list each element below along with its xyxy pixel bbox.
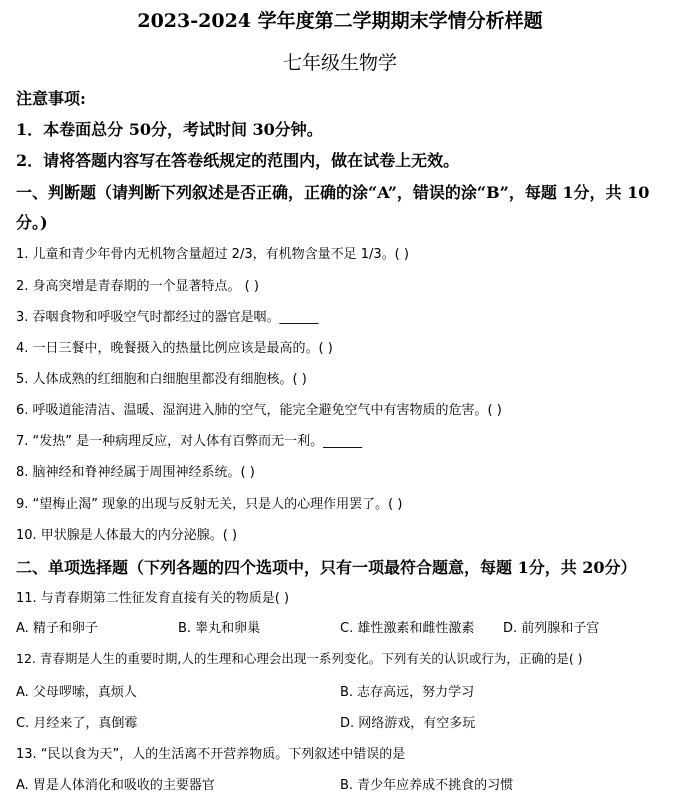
- q12-option-d: D. 网络游戏，有空多玩: [340, 716, 476, 731]
- question-13: 13. “民以食为天”，人的生活离不开营养物质。下列叙述中错误的是: [16, 747, 406, 762]
- q12-option-b: B. 志存高远，努力学习: [340, 685, 475, 700]
- notice-heading: 注意事项:: [16, 89, 86, 108]
- question-10: 10. 甲状腺是人体最大的内分泌腺。( ): [16, 528, 238, 543]
- page-subtitle: 七年级生物学: [282, 52, 397, 74]
- notice-item: 1．本卷面总分 50分，考试时间 30分钟。: [16, 120, 323, 139]
- q12-option-a: A. 父母啰嗦，真烦人: [16, 685, 137, 700]
- notice-item: 2．请将答题内容写在答卷纸规定的范围内，做在试卷上无效。: [16, 151, 460, 170]
- q13-option-b: B. 青少年应养成不挑食的习惯: [340, 778, 514, 793]
- question-7: 7. “发热” 是一种病理反应，对人体有百弊而无一利。______: [16, 434, 363, 449]
- question-6: 6. 呼吸道能清洁、温暖、湿润进入肺的空气，能完全避免空气中有害物质的危害。( ): [16, 403, 502, 418]
- q11-option-b: B. 睾丸和卵巢: [178, 621, 261, 636]
- q11-option-d: D. 前列腺和子宫: [503, 621, 600, 636]
- q12-option-c: C. 月经来了，真倒霉: [16, 716, 138, 731]
- question-2: 2. 身高突增是青春期的一个显著特点。 ( ): [16, 279, 259, 294]
- q11-option-a: A. 精子和卵子: [16, 621, 98, 636]
- question-11: 11. 与青春期第二性征发育直接有关的物质是( ): [16, 591, 290, 606]
- question-5: 5. 人体成熟的红细胞和白细胞里都没有细胞核。( ): [16, 372, 307, 387]
- question-8: 8. 脑神经和脊神经属于周围神经系统。( ): [16, 465, 255, 480]
- section1-heading: 一、判断题（请判断下列叙述是否正确，正确的涂“A”，错误的涂“B”，每题 1分，共 10: [16, 183, 650, 202]
- question-9: 9. “望梅止渴” 现象的出现与反射无关，只是人的心理作用罢了。( ): [16, 497, 403, 512]
- question-4: 4. 一日三餐中，晚餐摄入的热量比例应该是最高的。( ): [16, 341, 333, 356]
- question-1: 1. 儿童和青少年骨内无机物含量超过 2/3，有机物含量不足 1/3。( ): [16, 247, 409, 262]
- q13-option-a: A. 胃是人体消化和吸收的主要器官: [16, 778, 215, 793]
- q11-option-c: C. 雄性激素和雌性激素: [340, 621, 475, 636]
- section1-heading-cont: 分。): [16, 213, 48, 232]
- section2-heading: 二、单项选择题（下列各题的四个选项中，只有一项最符合题意，每题 1分，共 20分）: [16, 558, 637, 577]
- question-12: 12. 青春期是人生的重要时期,人的生理和心理会出现一系列变化。下列有关的认识或行为，正确的是( ): [16, 651, 583, 666]
- page-title: 2023-2024 学年度第二学期期末学情分析样题: [137, 10, 543, 32]
- question-3: 3. 吞咽食物和呼吸空气时都经过的器官是咽。______: [16, 310, 319, 325]
